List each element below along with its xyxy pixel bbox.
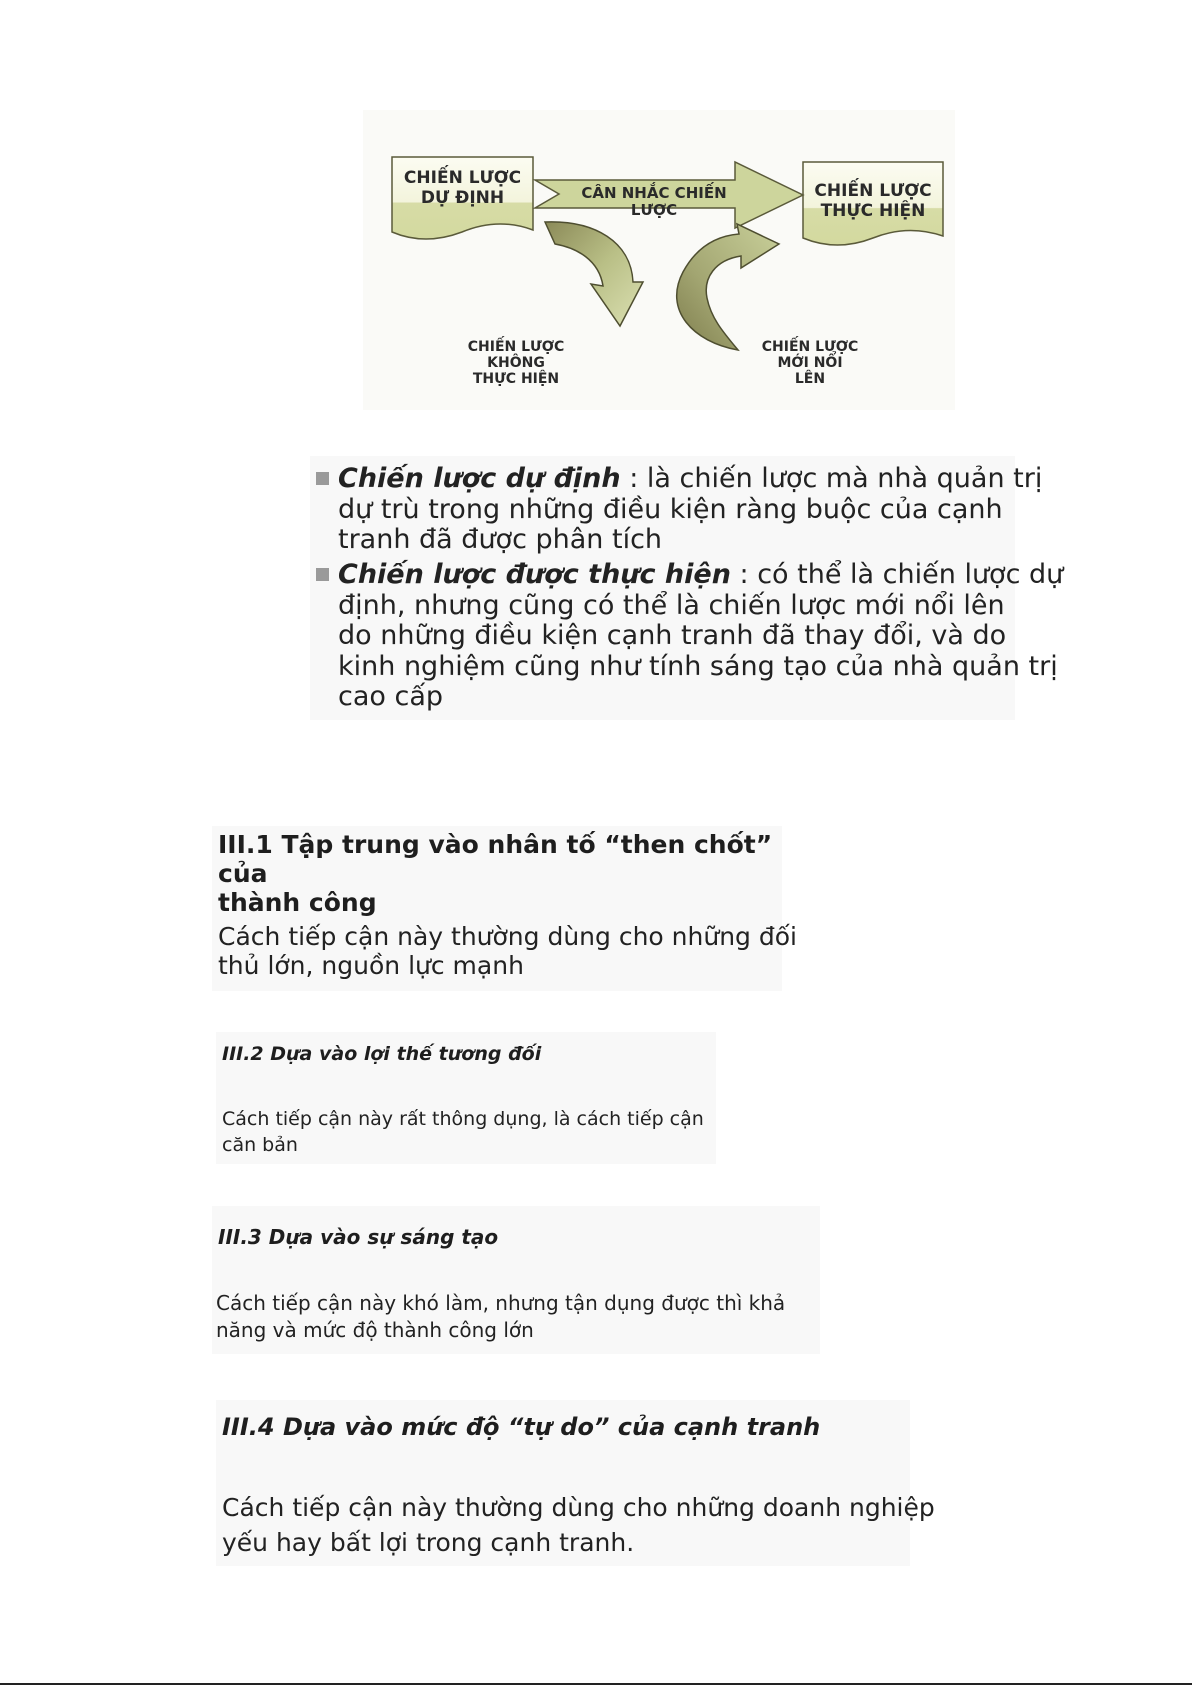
definitions-panel	[310, 456, 1064, 720]
definition-term: Chiến lược được thực hiện	[338, 559, 731, 590]
realized-line-2: THỰC HIỆN	[820, 200, 926, 221]
section-title-line: III.4 Dựa vào mức độ “tự do” của cạnh tranh	[222, 1413, 821, 1441]
definition-line: định, nhưng cũng có thể là chiến lược mới nổi lên	[338, 589, 1005, 621]
emergent-line-1: CHIẾN LƯỢC	[761, 339, 859, 355]
deliberation-label: CÂN NHẮC CHIẾN LƯỢC	[581, 184, 727, 220]
bullet-square-icon	[316, 568, 329, 581]
section-body-line: Cách tiếp cận này rất thông dụng, là cách tiếp cận	[222, 1108, 704, 1130]
emergent-line-3: LÊN	[794, 371, 826, 388]
bullet-square-icon	[316, 472, 329, 485]
section-body-line: Cách tiếp cận này thường dùng cho những doanh nghiệp	[222, 1493, 935, 1522]
definition-term: Chiến lược dự định	[338, 463, 621, 494]
section-body	[222, 1490, 935, 1560]
section-title-line: III.1 Tập trung vào nhân tố “then chốt” của	[218, 830, 773, 888]
section-body-line: Cách tiếp cận này khó làm, nhưng tận dụng được thì khả	[216, 1291, 786, 1315]
section-3-1	[212, 826, 797, 991]
section-body	[216, 1290, 785, 1344]
section-title	[218, 1224, 498, 1250]
section-3-3	[212, 1206, 820, 1354]
section-body-line: yếu hay bất lợi trong cạnh tranh.	[222, 1528, 635, 1557]
section-body-line: căn bản	[222, 1134, 298, 1156]
emergent-line-2: MỚI NỔI	[777, 355, 843, 372]
definition-line: cao cấp	[338, 681, 444, 712]
section-body	[218, 922, 797, 980]
strategy-diagram	[363, 110, 955, 410]
section-title-line: thành công	[218, 888, 377, 917]
section-3-2	[216, 1032, 716, 1164]
definition-intended	[316, 464, 1042, 556]
realized-strategy-label	[803, 182, 943, 221]
section-body	[222, 1106, 704, 1158]
unrealized-line-3: THỰC HIỆN	[472, 371, 560, 388]
section-body-line: Cách tiếp cận này thường dùng cho những đối	[218, 922, 797, 951]
definition-realized	[316, 560, 1063, 713]
section-3-4	[216, 1400, 935, 1566]
definition-line: : có thể là chiến lược dự	[739, 559, 1064, 590]
definition-line: kinh nghiệm cũng như tính sáng tạo của nhà quản trị	[338, 650, 1058, 682]
realized-line-1: CHIẾN LƯỢC	[814, 181, 932, 201]
definition-line: tranh đã được phân tích	[338, 524, 663, 555]
emergent-strategy-label	[745, 339, 875, 387]
emergent-curve-arrow	[677, 224, 779, 350]
definition-line: do những điều kiện cạnh tranh đã thay đổi, và do	[338, 620, 1007, 651]
definition-line: dự trù trong những điều kiện ràng buộc của cạnh	[338, 493, 1003, 525]
unrealized-strategy-label	[451, 339, 581, 387]
section-title-line: III.3 Dựa vào sự sáng tạo	[218, 1225, 499, 1249]
unrealized-line-2: KHÔNG	[487, 355, 545, 372]
section-title-line: III.2 Dựa vào lợi thế tương đối	[222, 1043, 542, 1065]
section-title	[222, 1042, 541, 1066]
section-body-line: năng và mức độ thành công lớn	[216, 1318, 534, 1342]
section-title	[222, 1412, 820, 1442]
intended-line-2: DỰ ĐỊNH	[420, 187, 505, 208]
unrealized-line-1: CHIẾN LƯỢC	[467, 339, 565, 355]
section-title	[218, 830, 782, 917]
intended-line-1: CHIẾN LƯỢC	[403, 168, 522, 188]
definition-line: : là chiến lược mà nhà quản trị	[629, 463, 1043, 494]
intended-strategy-label	[392, 169, 533, 208]
section-body-line: thủ lớn, nguồn lực mạnh	[218, 951, 524, 980]
unrealized-curve-arrow	[545, 222, 643, 326]
